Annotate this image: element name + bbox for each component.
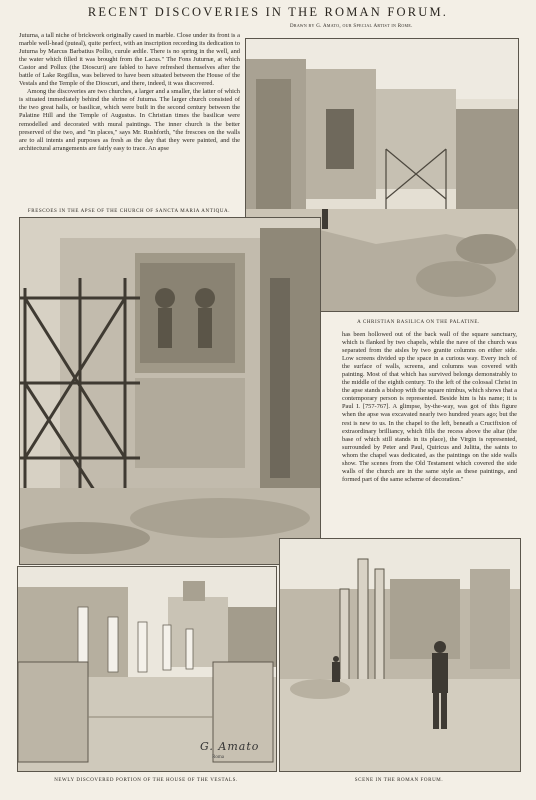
article-paragraph: Juturna, a tall niche of brickwork originally cased in marble. Close under its front is a marble well-head (puteal), quite perfect, with an inscription recording its dedication to Juturna by Marcus Barbatius Pollio, curule ædile. There is no spring in the well, and the water which filled it was brought from the Lacus." The Fons Juturnæ, at which Castor and Pollux (the Dioscuri) are fabled to have refreshed themselves after the battle of Lake Regillus, was believed to have been situated between the House of the Vestals and the Temple of the Dioscuri, and there, indeed, it was discovered. bbox=[19, 32, 240, 88]
signature-place: Roma bbox=[212, 755, 224, 760]
caption-basilica: A CHRISTIAN BASILICA ON THE PALATINE. bbox=[357, 320, 480, 325]
forum-drawing bbox=[280, 539, 520, 771]
caption-vestals: NEWLY DISCOVERED PORTION OF THE HOUSE OF THE VESTALS. bbox=[54, 778, 238, 783]
frescoes-drawing bbox=[20, 218, 320, 564]
artist-credit: Drawn by G. Amato, our Special Artist in Rome. bbox=[290, 24, 413, 29]
page-title: RECENT DISCOVERIES IN THE ROMAN FORUM. bbox=[87, 5, 449, 19]
caption-frescoes: FRESCOES IN THE APSE OF THE CHURCH OF SANCTA MARIA ANTIQUA. bbox=[27, 209, 231, 214]
article-paragraph: Among the discoveries are two churches, a larger and a smaller, the latter of which is situated immediately behind the shrine of Juturna. The larger church consisted of the two great halls, or basilicæ, which were built in the second century between the Palatine Hill and the Temple of Augustus. In Christian times the basilicæ were remodelled and decorated with mural paintings. The inner church is the better preserved of the two, and "in places," says Mr. Rushforth, "the frescoes on the walls are to all intents and purposes as fresh as the day that they were painted, and the architectural arrangements are fairly easy to trace. An apse bbox=[19, 88, 240, 152]
artist-signature: G. Amato bbox=[200, 740, 260, 753]
illustration-roman-forum bbox=[279, 538, 521, 772]
article-paragraph: has been hollowed out of the back wall of the square sanctuary, which is flanked by two chapels, while the nave of the church was separated from the aisles by two granite columns on either side. Low screens divided up the space in a curious way. Every inch of the surface of walls, screens, and columns was covered with painting. Most of that which has survived belongs demonstrably to the middle of the eighth century. To the left of the colossal Christ in the apse stands a bishop with the square nimbus, which shows that a contemporary person is represented. Beside him is his name; it is Paul I. [757-767]. A glimpse, by-the-way, was got of this figure when the apse was excavated nearly two hundred years ago; but the rest is new to us. In the chapel to the left, beneath a Crucifixion of extraordinary brilliancy, which fills the recess above the altar (the base of which still stands in its place), the Virgin is represented, surrounded by Peter and Paul, Quiricus and Julitta, the saints to whom the chapel was dedicated, as the paintings on the side walls show. The scenes from the Old Testament which covered the side walls of the church are in the same style as these paintings, and formed part of the same scheme of decoration." bbox=[342, 331, 517, 483]
article-column-1 bbox=[19, 32, 240, 204]
caption-forum: SCENE IN THE ROMAN FORUM. bbox=[354, 778, 444, 783]
illustration-frescoes-apse bbox=[19, 217, 321, 565]
article-column-2 bbox=[342, 331, 517, 536]
